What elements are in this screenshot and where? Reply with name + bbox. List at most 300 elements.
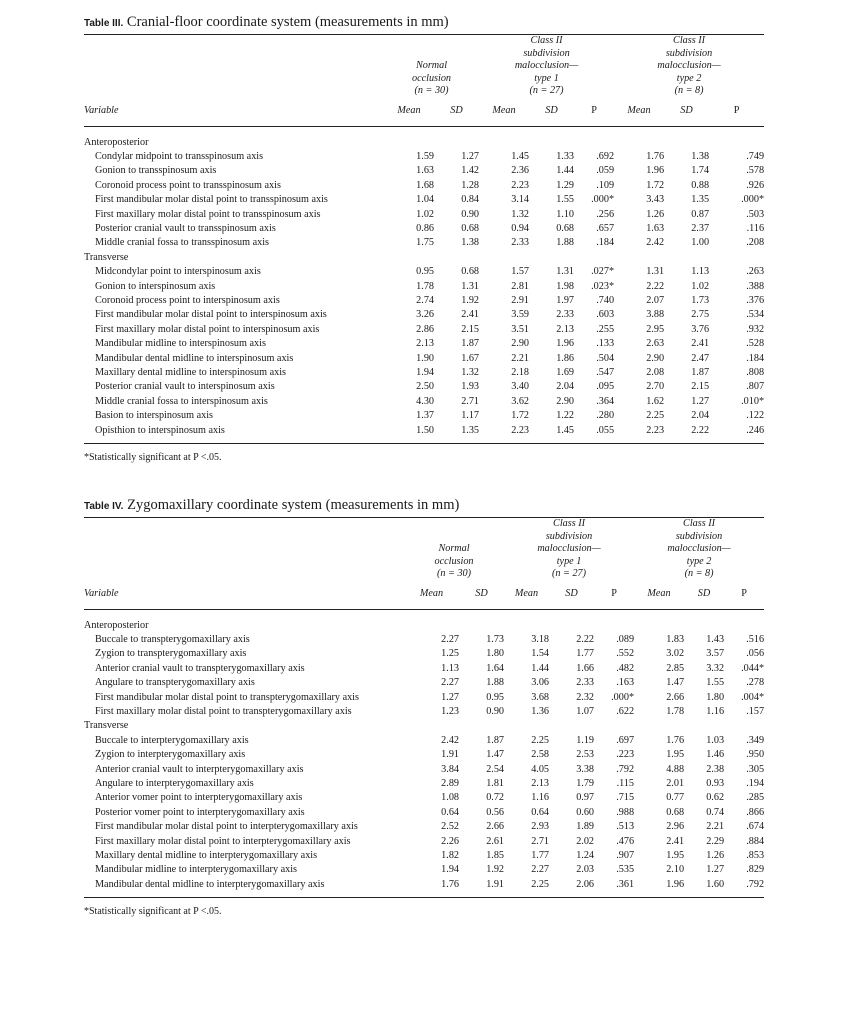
mean-cell: 1.02 xyxy=(416,208,434,220)
mean-cell: 1.72 xyxy=(511,410,530,422)
variable-cell: First maxillary molar distal point to interspinosum axis xyxy=(95,323,320,335)
variable-cell: Maxillary dental midline to interpterygomaxillary axis xyxy=(95,850,318,861)
group-header: Class II subdivision malocclusion— type 2 (n = 8) xyxy=(667,518,731,579)
mean-cell: 3.59 xyxy=(511,309,530,321)
mean-cell: 0.86 xyxy=(416,222,434,234)
table-row xyxy=(84,748,764,762)
group-header-row xyxy=(84,35,764,104)
table-iii xyxy=(84,12,764,463)
section-header-row xyxy=(84,619,764,633)
p-value-cell: .740 xyxy=(596,294,615,306)
sd-cell: 1.74 xyxy=(691,165,710,177)
table-title: Zygomaxillary coordinate system (measurements in mm) xyxy=(127,497,460,513)
section-label: Anteroposterior xyxy=(84,619,149,631)
variable-cell: Posterior cranial vault to transspinosum axis xyxy=(95,222,276,234)
p-value-cell: .674 xyxy=(746,821,765,833)
variable-cell: Buccale to transpterygomaxillary axis xyxy=(95,633,250,645)
mean-cell: 1.62 xyxy=(646,395,665,407)
sd-cell: 1.00 xyxy=(691,237,710,249)
sd-cell: 0.93 xyxy=(706,777,725,789)
sd-cell: 1.26 xyxy=(706,850,725,861)
sd-cell: 1.31 xyxy=(461,280,480,292)
table-row xyxy=(84,337,764,351)
p-value-cell: .950 xyxy=(746,749,765,761)
sd-header: SD xyxy=(664,104,709,127)
table-title: Cranial-floor coordinate system (measurements in mm) xyxy=(126,14,449,30)
mean-cell: 1.78 xyxy=(416,280,434,292)
sd-cell: 0.87 xyxy=(691,208,710,220)
data-table xyxy=(84,518,764,898)
table-row xyxy=(84,633,764,647)
sd-cell: 1.66 xyxy=(576,662,595,674)
table-label: Table III. xyxy=(84,18,124,29)
p-value-cell: .055 xyxy=(574,424,614,444)
variable-cell: First mandibular molar distal point to interspinosum axis xyxy=(95,309,327,321)
sd-cell: 1.38 xyxy=(691,150,710,162)
p-value-cell: .089 xyxy=(616,633,635,645)
sd-cell: 0.68 xyxy=(461,266,480,278)
mean-cell: 3.40 xyxy=(511,381,530,393)
mean-cell: 2.74 xyxy=(416,294,434,306)
table-body xyxy=(84,609,764,898)
sd-cell: 2.33 xyxy=(556,309,575,321)
variable-cell: Mandibular dental midline to interpterygomaxillary axis xyxy=(84,878,404,898)
p-header: P xyxy=(709,104,764,127)
variable-cell: Anterior vomer point to interpterygomaxillary axis xyxy=(95,792,303,804)
p-value-cell: .115 xyxy=(616,777,635,789)
p-value-cell: .285 xyxy=(746,792,765,804)
sd-cell: 2.41 xyxy=(461,309,480,321)
p-value-cell: .122 xyxy=(746,410,765,422)
table-row xyxy=(84,820,764,834)
mean-cell: 2.26 xyxy=(441,835,459,847)
mean-cell: 1.72 xyxy=(646,179,665,191)
table-caption xyxy=(84,495,764,517)
sd-cell: 1.27 xyxy=(461,150,480,162)
sd-cell: 1.89 xyxy=(576,821,595,833)
sd-cell: 1.22 xyxy=(556,410,575,422)
sd-cell: 1.55 xyxy=(706,677,725,689)
mean-cell: 1.16 xyxy=(531,792,550,804)
mean-cell: 1.68 xyxy=(416,179,434,191)
sd-cell: 1.17 xyxy=(461,410,480,422)
p-value-cell: .194 xyxy=(746,777,765,789)
p-value-cell: .932 xyxy=(746,323,765,335)
sd-cell: 1.10 xyxy=(556,208,575,220)
section-label: Anteroposterior xyxy=(84,136,149,148)
sd-cell: 1.13 xyxy=(691,266,710,278)
p-value-cell: .807 xyxy=(746,381,765,393)
sd-cell: 0.72 xyxy=(486,792,505,804)
mean-cell: 1.26 xyxy=(646,208,665,220)
sd-cell: 2.32 xyxy=(576,691,595,703)
p-value-cell: .926 xyxy=(746,179,765,191)
mean-cell: 1.83 xyxy=(666,633,685,645)
p-value-cell: .056 xyxy=(746,648,765,660)
mean-cell: 1.57 xyxy=(511,266,530,278)
sd-cell: 1.35 xyxy=(691,194,710,206)
mean-cell: 3.88 xyxy=(646,309,665,321)
mean-cell: 0.77 xyxy=(666,792,685,804)
sd-cell: 1.28 xyxy=(461,179,480,191)
variable-cell: Angulare to transpterygomaxillary axis xyxy=(95,677,255,689)
p-value-cell: .829 xyxy=(746,864,765,876)
sd-cell: 1.69 xyxy=(556,367,575,378)
mean-cell: 1.77 xyxy=(531,850,550,861)
p-value-cell: .907 xyxy=(616,850,635,861)
sd-cell: 1.80 xyxy=(706,691,725,703)
variable-cell: First maxillary molar distal point to transpterygomaxillary axis xyxy=(95,705,352,717)
sd-cell: 2.02 xyxy=(576,835,595,847)
variable-cell: Middle cranial fossa to transspinosum axis xyxy=(95,237,270,249)
table-row xyxy=(84,424,764,444)
p-value-cell: .184 xyxy=(746,352,765,364)
sd-cell: 1.87 xyxy=(691,367,710,378)
sd-cell: 0.74 xyxy=(706,806,725,818)
sd-cell: 1.93 xyxy=(461,381,480,393)
p-value-cell: .692 xyxy=(596,150,615,162)
table-row xyxy=(84,265,764,279)
sd-cell: 1.43 xyxy=(706,633,725,645)
p-value-cell: .535 xyxy=(616,864,635,876)
table-row xyxy=(84,236,764,250)
p-value-cell: .853 xyxy=(746,850,765,861)
mean-cell: 2.25 xyxy=(504,878,549,898)
mean-header: Mean xyxy=(384,104,434,127)
footnote: *Statistically significant at P <.05. xyxy=(84,906,222,918)
sd-cell: 0.68 xyxy=(461,222,480,234)
mean-cell: 1.04 xyxy=(416,194,434,206)
table-row xyxy=(84,294,764,308)
variable-cell: Gonion to transspinosum axis xyxy=(95,165,217,177)
sd-cell: 1.87 xyxy=(461,338,480,350)
table-label: Table IV. xyxy=(84,501,124,512)
mean-cell: 2.08 xyxy=(646,367,665,378)
p-value-cell: .280 xyxy=(596,410,615,422)
sd-header: SD xyxy=(434,104,479,127)
mean-cell: 2.33 xyxy=(511,237,530,249)
p-value-cell: .109 xyxy=(596,179,615,191)
sd-cell: 1.38 xyxy=(461,237,480,249)
sd-cell: 1.97 xyxy=(556,294,575,306)
table-row xyxy=(84,777,764,791)
mean-cell: 2.58 xyxy=(531,749,550,761)
p-value-cell: .528 xyxy=(746,338,765,350)
mean-cell: 2.13 xyxy=(531,777,550,789)
p-value-cell: .278 xyxy=(746,677,765,689)
mean-cell: 1.90 xyxy=(416,352,434,364)
mean-cell: 1.63 xyxy=(416,165,434,177)
table-row xyxy=(84,179,764,193)
p-value-cell: .163 xyxy=(616,677,635,689)
sd-cell: 2.33 xyxy=(576,677,595,689)
mean-cell: 2.27 xyxy=(441,633,459,645)
p-value-cell: .361 xyxy=(594,878,634,898)
variable-cell: Mandibular midline to interspinosum axis xyxy=(95,338,266,350)
p-value-cell: .657 xyxy=(596,222,615,234)
mean-cell: 1.95 xyxy=(666,850,685,861)
mean-cell: 1.23 xyxy=(441,705,459,717)
p-value-cell: .000* xyxy=(611,691,635,703)
mean-cell: 2.25 xyxy=(646,410,665,422)
p-value-cell: .503 xyxy=(746,208,765,220)
sd-cell: 1.88 xyxy=(556,237,575,249)
mean-cell: 2.95 xyxy=(646,323,665,335)
p-header: P xyxy=(574,104,614,127)
p-value-cell: .792 xyxy=(724,878,764,898)
sd-cell: 1.03 xyxy=(706,734,725,746)
mean-cell: 2.81 xyxy=(511,280,530,292)
mean-cell: 3.84 xyxy=(441,763,459,775)
mean-cell: 1.76 xyxy=(404,878,459,898)
sd-cell: 1.81 xyxy=(486,777,505,789)
p-value-cell: .534 xyxy=(746,309,765,321)
variable-cell: Anterior cranial vault to interpterygomaxillary axis xyxy=(95,763,304,775)
sd-cell: 1.79 xyxy=(576,777,595,789)
variable-cell: Midcondylar point to interspinosum axis xyxy=(95,266,261,278)
variable-cell: Posterior vomer point to interpterygomaxillary axis xyxy=(95,806,305,818)
mean-cell: 0.64 xyxy=(531,806,550,818)
mean-cell: 3.51 xyxy=(511,323,530,335)
p-value-cell: .578 xyxy=(746,165,765,177)
table-row xyxy=(84,734,764,748)
sd-cell: 1.27 xyxy=(691,395,710,407)
p-value-cell: .482 xyxy=(616,662,635,674)
mean-cell: 2.85 xyxy=(666,662,685,674)
mean-cell: 2.89 xyxy=(441,777,459,789)
sd-cell: 2.37 xyxy=(691,222,710,234)
table-row xyxy=(84,323,764,337)
mean-cell: 2.36 xyxy=(511,165,530,177)
sd-cell: 1.55 xyxy=(556,194,575,206)
section-header-row xyxy=(84,136,764,150)
p-value-cell: .000* xyxy=(591,194,615,206)
sd-cell: 1.32 xyxy=(461,367,480,378)
variable-header: Variable xyxy=(84,587,404,610)
mean-cell: 3.14 xyxy=(511,194,530,206)
sd-cell: 1.92 xyxy=(486,864,505,876)
mean-cell: 3.06 xyxy=(531,677,550,689)
table-row xyxy=(84,164,764,178)
mean-cell: 0.68 xyxy=(666,806,685,818)
sd-cell: 1.60 xyxy=(684,878,724,898)
sd-cell: 2.04 xyxy=(556,381,575,393)
table-body xyxy=(84,126,764,444)
sd-header: SD xyxy=(684,587,724,610)
section-header-row xyxy=(84,719,764,733)
sd-cell: 1.33 xyxy=(556,150,575,162)
variable-cell: Zygion to interpterygomaxillary axis xyxy=(95,749,246,761)
table-row xyxy=(84,878,764,898)
p-value-cell: .059 xyxy=(596,165,615,177)
sd-cell: 0.95 xyxy=(486,691,505,703)
mean-cell: 2.10 xyxy=(666,864,685,876)
mean-cell: 1.50 xyxy=(384,424,434,444)
group-header-row xyxy=(84,518,764,587)
mean-cell: 1.76 xyxy=(646,150,665,162)
mean-cell: 3.43 xyxy=(646,194,665,206)
table-row xyxy=(84,806,764,820)
mean-cell: 3.62 xyxy=(511,395,530,407)
mean-cell: 1.95 xyxy=(666,749,685,761)
table-row xyxy=(84,835,764,849)
mean-cell: 2.01 xyxy=(666,777,685,789)
table-row xyxy=(84,352,764,366)
table-row xyxy=(84,849,764,863)
mean-cell: 2.21 xyxy=(511,352,530,364)
p-value-cell: .184 xyxy=(596,237,615,249)
sd-cell: 1.24 xyxy=(576,850,595,861)
sd-cell: 1.31 xyxy=(556,266,575,278)
table-caption xyxy=(84,12,764,34)
sd-cell: 1.42 xyxy=(461,165,480,177)
mean-cell: 1.75 xyxy=(416,237,434,249)
sd-cell: 2.03 xyxy=(576,864,595,876)
mean-cell: 1.31 xyxy=(646,266,665,278)
mean-cell: 2.42 xyxy=(441,734,459,746)
mean-cell: 2.27 xyxy=(531,864,550,876)
table-row xyxy=(84,222,764,236)
sd-cell: 1.02 xyxy=(691,280,710,292)
variable-cell: Coronoid process point to transspinosum axis xyxy=(95,179,281,191)
sd-cell: 1.67 xyxy=(461,352,480,364)
mean-cell: 1.08 xyxy=(441,792,459,804)
variable-cell: First mandibular molar distal point to transpterygomaxillary axis xyxy=(95,691,359,703)
sd-cell: 2.15 xyxy=(461,323,480,335)
column-header-row xyxy=(84,587,764,610)
sd-cell: 2.75 xyxy=(691,309,710,321)
sd-cell: 2.22 xyxy=(664,424,709,444)
sd-cell: 1.19 xyxy=(576,734,595,746)
variable-cell: Maxillary dental midline to interspinosum axis xyxy=(95,367,286,378)
group-header: Normal occlusion (n = 30) xyxy=(434,543,474,579)
mean-cell: 2.23 xyxy=(479,424,529,444)
p-value-cell: .697 xyxy=(616,734,635,746)
p-value-cell: .988 xyxy=(616,806,635,818)
table-row xyxy=(84,280,764,294)
mean-header: Mean xyxy=(404,587,459,610)
sd-cell: 0.60 xyxy=(576,806,595,818)
mean-cell: 1.44 xyxy=(531,662,550,674)
mean-cell: 1.63 xyxy=(646,222,665,234)
mean-cell: 1.76 xyxy=(666,734,685,746)
p-value-cell: .884 xyxy=(746,835,765,847)
variable-cell: First mandibular molar distal point to interpterygomaxillary axis xyxy=(95,821,358,833)
mean-cell: 3.26 xyxy=(416,309,434,321)
p-value-cell: .004* xyxy=(741,691,765,703)
sd-cell: 1.80 xyxy=(486,648,505,660)
sd-cell: 0.90 xyxy=(461,208,480,220)
sd-cell: 1.07 xyxy=(576,705,595,717)
mean-cell: 1.47 xyxy=(666,677,685,689)
sd-cell: 3.38 xyxy=(576,763,595,775)
section-label: Transverse xyxy=(84,720,129,732)
mean-cell: 1.45 xyxy=(511,150,530,162)
mean-cell: 2.25 xyxy=(531,734,550,746)
p-header: P xyxy=(724,587,764,610)
p-value-cell: .513 xyxy=(616,821,635,833)
sd-cell: 2.29 xyxy=(706,835,725,847)
section-header-row xyxy=(84,251,764,265)
table-row xyxy=(84,366,764,380)
mean-header: Mean xyxy=(614,104,664,127)
sd-cell: 1.29 xyxy=(556,179,575,191)
sd-cell: 3.32 xyxy=(706,662,725,674)
table-row xyxy=(84,647,764,661)
variable-cell: First maxillary molar distal point to interpterygomaxillary axis xyxy=(95,835,351,847)
mean-header: Mean xyxy=(634,587,684,610)
group-header: Normal occlusion (n = 30) xyxy=(411,60,452,96)
p-value-cell: .133 xyxy=(596,338,615,350)
p-value-cell: .364 xyxy=(596,395,615,407)
variable-cell: Condylar midpoint to transspinosum axis xyxy=(95,150,264,162)
table-row xyxy=(84,409,764,423)
table-row xyxy=(84,193,764,207)
mean-cell: 2.91 xyxy=(511,294,530,306)
table-row xyxy=(84,791,764,805)
mean-cell: 2.96 xyxy=(666,821,685,833)
variable-header: Variable xyxy=(84,104,384,127)
mean-cell: 1.78 xyxy=(666,705,685,717)
mean-cell: 0.95 xyxy=(416,266,434,278)
sd-cell: 1.87 xyxy=(486,734,505,746)
mean-cell: 2.86 xyxy=(416,323,434,335)
table-row xyxy=(84,308,764,322)
sd-cell: 2.21 xyxy=(706,821,725,833)
p-value-cell: .116 xyxy=(746,222,765,234)
table-row xyxy=(84,705,764,719)
sd-cell: 1.91 xyxy=(459,878,504,898)
mean-cell: 1.27 xyxy=(441,691,459,703)
sd-cell: 1.85 xyxy=(486,850,505,861)
table-row xyxy=(84,208,764,222)
sd-cell: 1.73 xyxy=(691,294,710,306)
p-value-cell: .044* xyxy=(741,662,765,674)
mean-cell: 1.13 xyxy=(441,662,459,674)
mean-cell: 2.50 xyxy=(416,381,434,393)
mean-cell: 2.66 xyxy=(666,691,685,703)
p-value-cell: .547 xyxy=(596,367,615,378)
mean-cell: 2.23 xyxy=(614,424,664,444)
variable-cell: Angulare to interpterygomaxillary axis xyxy=(95,777,254,789)
p-value-cell: .256 xyxy=(596,208,615,220)
p-value-cell: .095 xyxy=(596,381,615,393)
sd-header: SD xyxy=(529,104,574,127)
variable-cell: Zygion to transpterygomaxillary axis xyxy=(95,648,247,660)
variable-cell: Gonion to interspinosum axis xyxy=(95,280,216,292)
sd-cell: 2.53 xyxy=(576,749,595,761)
table-row xyxy=(84,380,764,394)
sd-cell: 2.13 xyxy=(556,323,575,335)
sd-cell: 0.84 xyxy=(461,194,480,206)
mean-cell: 1.54 xyxy=(531,648,550,660)
sd-cell: 1.96 xyxy=(556,338,575,350)
mean-cell: 1.37 xyxy=(416,410,434,422)
table-row xyxy=(84,150,764,164)
sd-cell: 2.90 xyxy=(556,395,575,407)
sd-cell: 0.88 xyxy=(691,179,710,191)
mean-cell: 3.68 xyxy=(531,691,550,703)
variable-cell: Coronoid process point to interspinosum axis xyxy=(95,294,280,306)
variable-cell: First maxillary molar distal point to transspinosum axis xyxy=(95,208,321,220)
p-value-cell: .792 xyxy=(616,763,635,775)
mean-cell: 1.96 xyxy=(634,878,684,898)
p-value-cell: .027* xyxy=(591,266,615,278)
mean-cell: 2.93 xyxy=(531,821,550,833)
table-row xyxy=(84,691,764,705)
mean-cell: 2.27 xyxy=(441,677,459,689)
table-iv xyxy=(84,495,764,917)
